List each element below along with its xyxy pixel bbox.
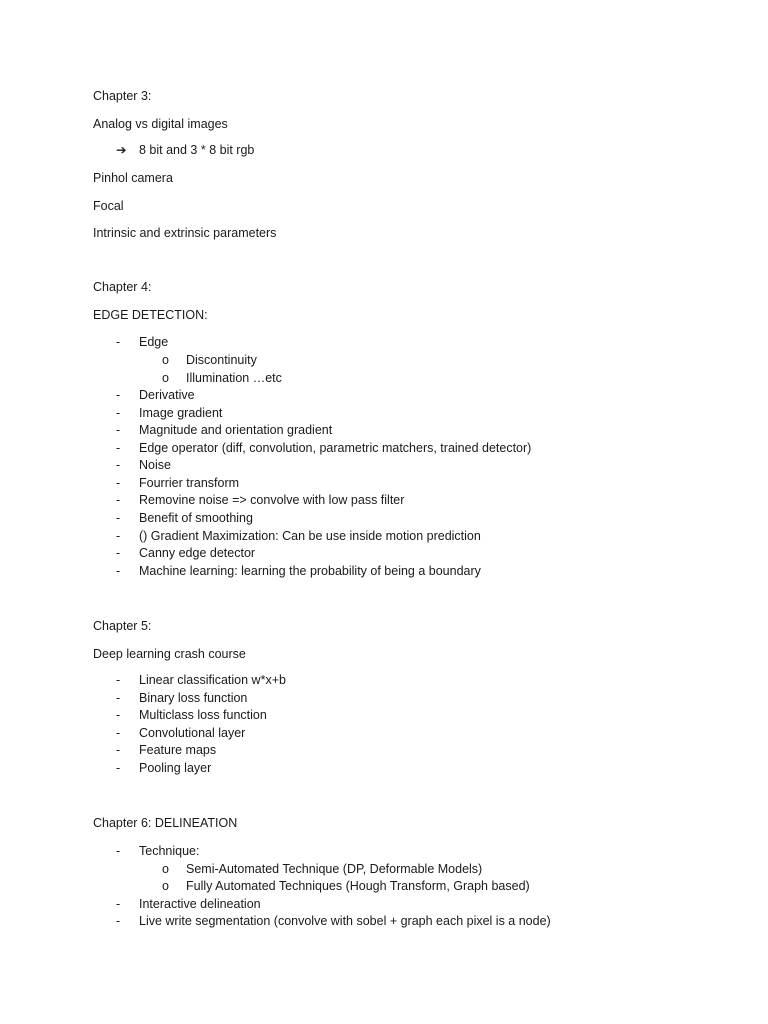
dash-bullet: - xyxy=(116,423,121,437)
sub-list-item xyxy=(162,370,282,386)
dash-bullet: - xyxy=(116,726,121,740)
dash-bullet: - xyxy=(116,476,121,490)
list-item xyxy=(116,725,245,741)
list-item xyxy=(116,334,168,350)
list-item xyxy=(116,422,332,438)
dash-bullet: - xyxy=(116,897,121,911)
sub-list-item xyxy=(162,861,482,877)
list-item-text: Image gradient xyxy=(139,406,223,420)
list-item xyxy=(116,440,531,456)
list-item xyxy=(116,387,195,403)
circle-bullet: o xyxy=(162,862,169,876)
list-item xyxy=(116,528,481,544)
dash-bullet: - xyxy=(116,844,121,858)
list-item xyxy=(116,742,216,758)
sub-list-item xyxy=(162,878,530,894)
circle-bullet: o xyxy=(162,879,169,893)
dash-bullet: - xyxy=(116,529,121,543)
list-item-text: Interactive delineation xyxy=(139,897,261,911)
arrow-item-text: 8 bit and 3 * 8 bit rgb xyxy=(139,143,255,157)
dash-bullet: - xyxy=(116,388,121,402)
circle-bullet: o xyxy=(162,353,169,367)
ch3-line-pinhol: Pinhol camera xyxy=(93,171,173,185)
list-item-text: Machine learning: learning the probability of being a boundary xyxy=(139,564,481,578)
list-item xyxy=(116,563,481,579)
list-item-text: Feature maps xyxy=(139,743,217,757)
dash-bullet: - xyxy=(116,458,121,472)
list-item xyxy=(116,690,247,706)
list-item-text: Benefit of smoothing xyxy=(139,511,253,525)
list-item xyxy=(116,510,253,526)
list-item-text: Noise xyxy=(139,458,171,472)
dash-bullet: - xyxy=(116,708,121,722)
circle-bullet: o xyxy=(162,371,169,385)
ch5-heading: Deep learning crash course xyxy=(93,647,246,661)
chapter-3-title: Chapter 3: xyxy=(93,89,152,103)
chapter-5-title: Chapter 5: xyxy=(93,619,152,633)
list-item xyxy=(116,545,255,561)
sub-item-text: Semi-Automated Technique (DP, Deformable Models) xyxy=(186,862,483,876)
sub-item-text: Fully Automated Techniques (Hough Transform, Graph based) xyxy=(186,879,530,893)
dash-bullet: - xyxy=(116,546,121,560)
list-item-text: Live write segmentation (convolve with sobel + graph each pixel is a node) xyxy=(139,914,551,928)
dash-bullet: - xyxy=(116,564,121,578)
list-item-text: Linear classification w*x+b xyxy=(139,673,286,687)
list-item-text: Convolutional layer xyxy=(139,726,246,740)
dash-bullet: - xyxy=(116,406,121,420)
list-item xyxy=(116,707,267,723)
dash-bullet: - xyxy=(116,673,121,687)
ch3-line-analog: Analog vs digital images xyxy=(93,117,228,131)
dash-bullet: - xyxy=(116,743,121,757)
list-item xyxy=(116,405,222,421)
list-item-text: Canny edge detector xyxy=(139,546,256,560)
sub-list-item xyxy=(162,352,257,368)
list-item-text: Removine noise => convolve with low pass filter xyxy=(139,493,405,507)
list-item xyxy=(116,672,286,688)
chapter-4-title: Chapter 4: xyxy=(93,280,152,294)
ch3-line-params: Intrinsic and extrinsic parameters xyxy=(93,226,277,240)
sub-item-text: Discontinuity xyxy=(186,353,257,367)
list-item xyxy=(116,843,199,859)
dash-bullet: - xyxy=(116,511,121,525)
list-item xyxy=(116,896,261,912)
list-item xyxy=(116,913,551,929)
dash-bullet: - xyxy=(116,691,121,705)
list-item xyxy=(116,492,404,508)
list-item-text: Derivative xyxy=(139,388,195,402)
list-item-text: Pooling layer xyxy=(139,761,212,775)
dash-bullet: - xyxy=(116,335,121,349)
list-item-text: Technique: xyxy=(139,844,200,858)
list-item-text: Edge operator (diff, convolution, parametric matchers, trained detector) xyxy=(139,441,532,455)
list-item-text: Magnitude and orientation gradient xyxy=(139,423,333,437)
list-item-text: Edge xyxy=(139,335,169,349)
list-item-text: () Gradient Maximization: Can be use inside motion prediction xyxy=(139,529,481,543)
ch3-arrow-item xyxy=(116,142,254,158)
dash-bullet: - xyxy=(116,761,121,775)
list-item-text: Binary loss function xyxy=(139,691,248,705)
list-item-text: Fourrier transform xyxy=(139,476,240,490)
sub-item-text: Illumination …etc xyxy=(186,371,282,385)
dash-bullet: - xyxy=(116,441,121,455)
ch4-heading: EDGE DETECTION: xyxy=(93,308,208,322)
chapter-6-title: Chapter 6: DELINEATION xyxy=(93,816,238,830)
dash-bullet: - xyxy=(116,914,121,928)
arrow-icon: ➔ xyxy=(116,143,127,157)
list-item xyxy=(116,475,239,491)
list-item-text: Multiclass loss function xyxy=(139,708,267,722)
dash-bullet: - xyxy=(116,493,121,507)
list-item xyxy=(116,457,171,473)
ch3-line-focal: Focal xyxy=(93,199,124,213)
list-item xyxy=(116,760,211,776)
